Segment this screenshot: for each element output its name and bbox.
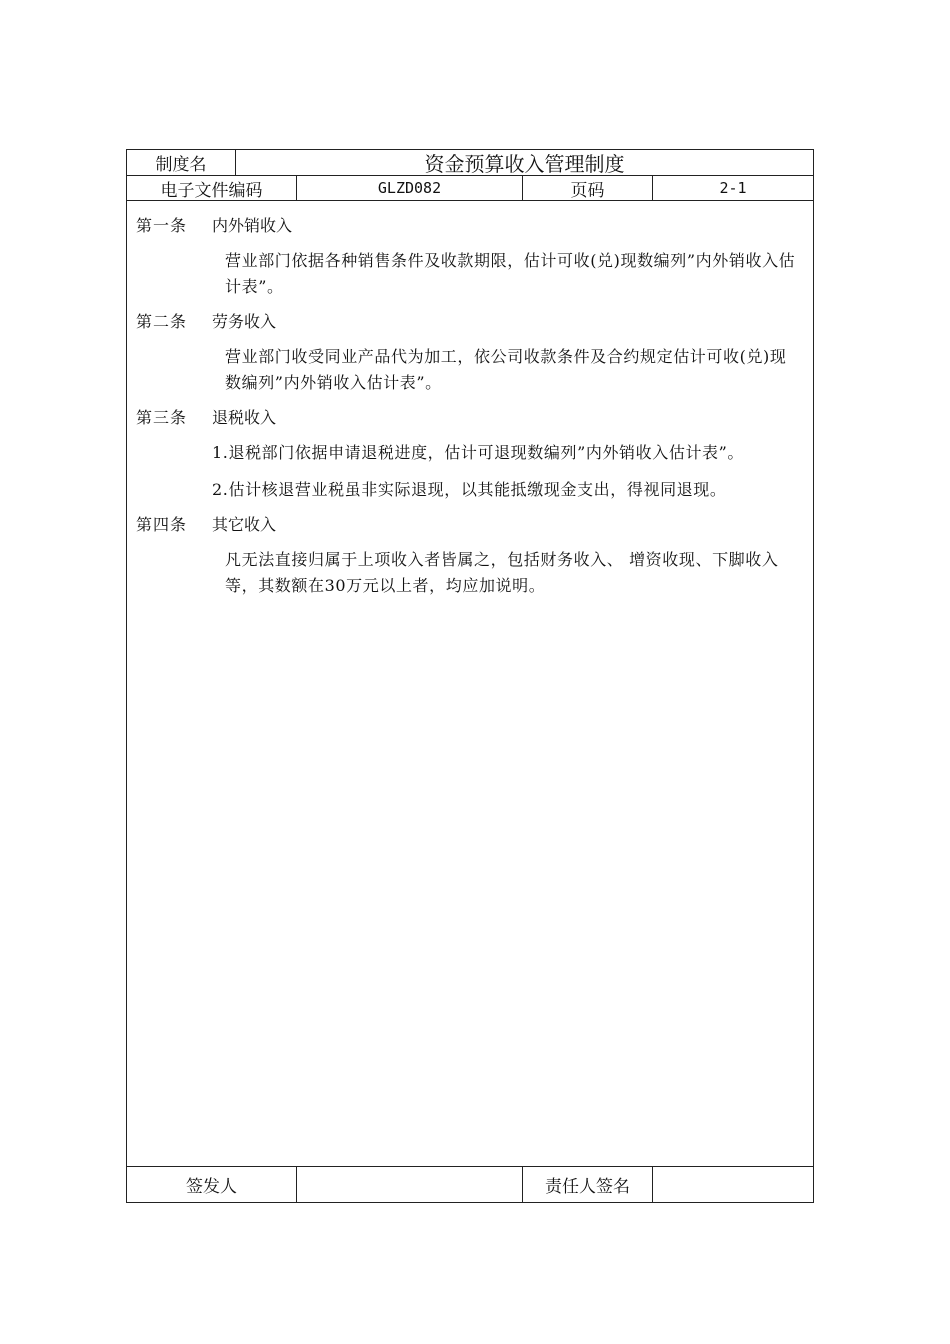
article-2-text: 营业部门收受同业产品代为加工，依公司收款条件及合约规定估计可收(兑)现数编列”内外销收入估计表”。 [225, 347, 787, 392]
header-row-code [127, 176, 813, 201]
responsible-label: 责任人签名 [523, 1167, 653, 1202]
header-row-title [127, 150, 813, 176]
article-3-item-1: 1.退税部门依据申请退税进度，估计可退现数编列”内外销收入估计表”。 [212, 443, 745, 462]
code-label: 电子文件编码 [127, 176, 297, 200]
document-title: 资金预算收入管理制度 [424, 152, 625, 175]
article-3-item-2: 2.估计核退营业税虽非实际退现，以其能抵缴现金支出，得视同退现。 [212, 480, 727, 499]
article-3-heading: 第三条 退税收入 [136, 408, 277, 427]
article-1-text: 营业部门依据各种销售条件及收款期限，估计可收(兑)现数编列”内外销收入估计表”。 [225, 251, 796, 296]
article-2-heading: 第二条 劳务收入 [136, 312, 277, 331]
article-1-heading: 第一条 内外销收入 [136, 216, 293, 235]
page-value: 2-1 [719, 179, 747, 197]
issuer-field[interactable] [297, 1167, 523, 1202]
article-4-text: 凡无法直接归属于上项收入者皆属之，包括财务收入、 增资收现、下脚收入等，其数额在30万元以上者，均应加说明。 [225, 550, 779, 595]
code-value: GLZD082 [297, 176, 523, 200]
page-label: 页码 [523, 176, 653, 200]
signature-row [127, 1166, 813, 1202]
regulation-form [126, 149, 814, 1203]
name-label: 制度名 [127, 150, 236, 175]
issuer-label: 签发人 [127, 1167, 297, 1202]
document-body [127, 201, 813, 610]
responsible-field[interactable] [653, 1167, 813, 1202]
article-4-heading: 第四条 其它收入 [136, 515, 277, 534]
